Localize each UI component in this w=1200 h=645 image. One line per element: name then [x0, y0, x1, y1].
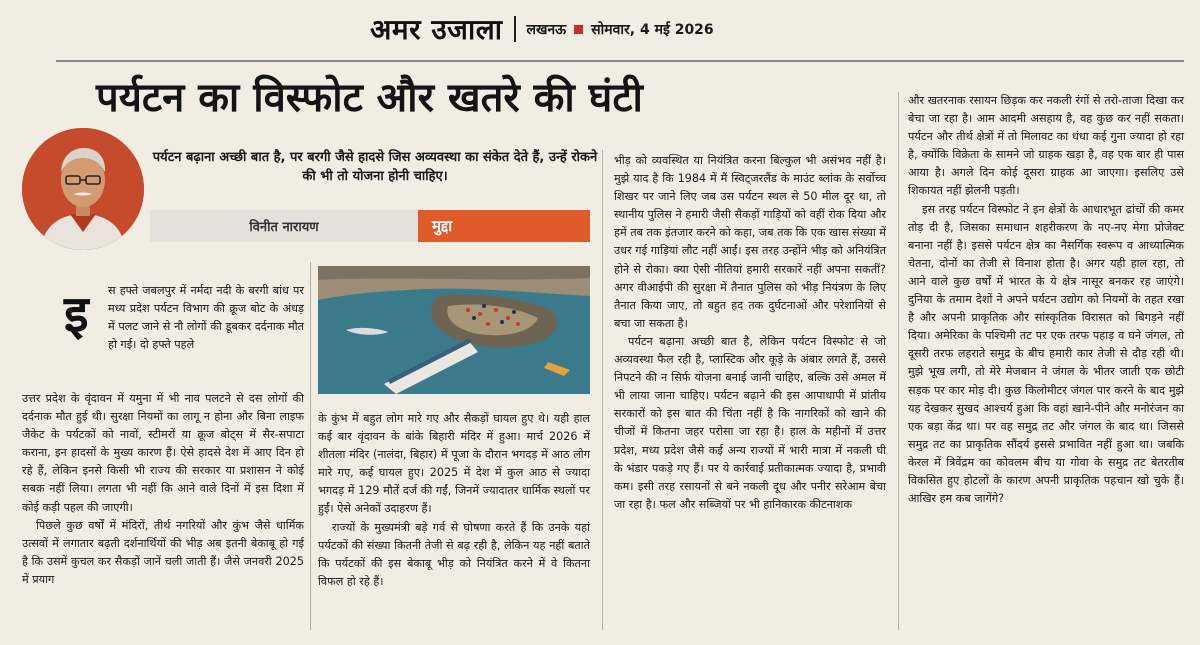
byline-bar	[150, 210, 590, 242]
paragraph: और खतरनाक रसायन छिड़क कर नकली रंगों से तरो-ताजा दिखा कर बेचा जा रहा है। आम आदमी असहाय है, वह कुछ कर नहीं सकता। पर्यटन और तीर्थ क्षेत्रों में तो मिलावट का धंधा कई गुना ज्यादा हो रहा है, क्योंकि विक्रेता के सामने जो ग्राहक खड़ा है, वह एक बार ही पास आया है। अगले दिन कोई दूसरा ग्राहक आ जाएगा। इसलिए उसे शिकायत नहीं झेलनी पड़ती।	[908, 94, 1184, 198]
masthead-divider	[514, 16, 516, 42]
paragraph: पर्यटन बढ़ाना अच्छी बात है, लेकिन पर्यटन विस्फोट से जो अव्यवस्था फैल रही है, प्लास्टिक और कूड़े के अंबार लगते हैं, उससे निपटने की न सिर्फ योजना बनाई जानी चाहिए, बल्कि उसे अमल में भी लाया जाना चाहिए। पर्यटन बढ़ाने की इस आपाधापी में प्रांतीय सरकारों को इस बात की चिंता नहीं है कि नागरिकों को खाने की चीजों में कितना जहर परोसा जा रहा है। हाल के महीनों में उत्तर प्रदेश, मध्य प्रदेश जैसे कई अन्य राज्यों में भारी मात्रा में नकली घी के भंडार पकड़े गए हैं। पर ये कार्रवाई प्रतीकात्मक ज्यादा है, प्रभावी कम। इसी तरह रसायनों से बने नकली दूध और पनीर सरेआम बेचा जा रहा है। फल और सब्जियों पर भी हानिकारक कीटनाशक	[614, 334, 886, 511]
accident-photo	[318, 266, 590, 394]
column-divider	[898, 92, 899, 630]
section-tag: मुद्दा	[418, 210, 590, 242]
masthead-logo: अमर उजाला	[370, 13, 503, 46]
paragraph: के कुंभ में बहुत लोग मारे गए और सैकड़ों घायल हुए थे। यही हाल कई बार वृंदावन के बांके बिहारी मंदिर में हुआ। मार्च 2026 में शीतला मंदिर (नालंदा, बिहार) में पूजा के दौरान भगदड़ में आठ लोग मारे गए, कई घायल हुए। 2025 में देश में कुल आठ से ज्यादा भगदड़ में 129 मौतें दर्ज की गईं, जिनमें ज्यादातर धार्मिक स्थलों पर हुईं। ऐसे अनेकों उदाहरण हैं।	[318, 412, 590, 516]
red-square-icon	[574, 25, 583, 34]
author-name: विनीत नारायण	[150, 210, 418, 242]
paragraph: इस तरह पर्यटन विस्फोट ने इन क्षेत्रों के आधारभूत ढांचों की कमर तोड़ दी है, जिसका समाधान शहरीकरण के नए-नए मेगा प्रोजेक्ट बनाना नहीं है। इससे पर्यटन क्षेत्र का नैसर्गिक स्वरूप व आध्यात्मिक चेतना, दोनों का तेजी से विनाश होता है। अगर यही हाल रहा, तो आने वाले कुछ वर्षों में भारत के ये क्षेत्र नासूर बनकर रह जाएंगे। दुनिया के तमाम देशों ने अपने पर्यटन उद्योग को नियमों के तहत रखा है और अपनी प्राकृतिक और सांस्कृतिक विरासत को बिगड़ने नहीं दिया। अमेरिका के पश्चिमी तट पर एक तरफ पहाड़ व घने जंगल, तो दूसरी तरफ लहराते समुद्र के बीच हमारी कार तेजी से दौड़ रही थी। मुझे भूख लगी, तो मेरे मेजबान ने जंगल के भीतर जाती एक छोटी सड़क पर कार मोड़ दी। कुछ किलोमीटर जंगल पार करने के बाद मुझे यह देखकर सुखद आश्चर्य हुआ कि वहां खाने-पीने और मनोरंजन का एक बड़ा केंद्र था। पर वह समुद्र तट और जंगल के बाद था। जिससे समुद्र तट का प्राकृतिक सौंदर्य इससे प्रभावित नहीं हुआ था। जबकि केरल में त्रिवेंद्रम का कोवलम बीच या गोवा के समुद्र तट बेतरतीब विकसित हुए होटलों के कारण अपनी प्राकृतिक पहचान खो चुके हैं। आखिर हम कब जागेंगे?	[908, 202, 1184, 506]
column-4	[908, 92, 1184, 508]
column-divider	[602, 150, 603, 630]
masthead-city: लखनऊ	[526, 21, 567, 38]
author-photo	[22, 128, 144, 250]
lead-paragraph: स हफ्ते जबलपुर में नर्मदा नदी के बरगी बांध पर मध्य प्रदेश पर्यटन विभाग की क्रूज बोट के अंधड़ में पलट जाने से नौ लोगों की डूबकर दर्दनाक मौत हो गई। दो हफ्ते पहले	[108, 284, 304, 352]
column-3	[614, 152, 886, 514]
header-rule	[56, 60, 1184, 62]
paragraph: पिछले कुछ वर्षों में मंदिरों, तीर्थ नगरियों और कुंभ जैसे धार्मिक उत्सवों में लगातार बढ़ती दर्शनार्थियों की भीड़ अब इतनी बेकाबू हो गई है कि उसमें कुचल कर सैकड़ों जानें चली जाती हैं। जैसे जनवरी 2025 में प्रयाग	[22, 518, 304, 586]
article-headline: पर्यटन का विस्फोट और खतरे की घंटी	[96, 74, 643, 121]
column-divider	[310, 262, 311, 630]
paragraph: उत्तर प्रदेश के वृंदावन में यमुना में भी नाव पलटने से दस लोगों की दर्दनाक मौत हुई थी। सुरक्षा नियमों का लागू न होना और बिना लाइफ जैकेट के पर्यटकों को नावों, स्टीमरों या क्रूज बोट्स में सैर-सपाटा कराना, इन हादसों के मुख्य कारण हैं। ऐसे हादसे देश में आए दिन हो रहे हैं, लेकिन इनसे किसी भी राज्य की सरकार या प्रशासन ने कोई सबक नहीं लिया। लगता भी नहीं कि आने वाले दिनों में इस दिशा में कोई कड़ी पहल की जाएगी।	[22, 392, 304, 514]
paragraph: राज्यों के मुख्यमंत्री बड़े गर्व से घोषणा करते हैं कि उनके यहां पर्यटकों की संख्या कितनी तेजी से बढ़ रही है, लेकिन यह नहीं बताते कि पर्यटकों की इस बेकाबू भीड़ को नियंत्रित करने में वे कितना विफल हो रहे हैं।	[318, 520, 590, 588]
column-1	[22, 390, 304, 589]
masthead-date: सोमवार, 4 मई 2026	[591, 21, 714, 38]
column-1-lead	[64, 282, 304, 354]
column-2	[318, 410, 590, 591]
paragraph: भीड़ को व्यवस्थित या नियंत्रित करना बिल्कुल भी असंभव नहीं है। मुझे याद है कि 1984 में मैं स्विट्जरलैंड के माउंट ब्लांक के सर्वोच्च शिखर पर जाने लिए जब उस पर्यटन स्थल से 50 मील दूर था, तो स्थानीय पुलिस ने हमारी जैसी सैकड़ों गाड़ियों को वहीं रोक दिया और हमें तब तक इंतजार करने को कहा, जब तक कि एक खास संख्या में उधर गई गाड़ियां लौट नहीं आईं। इस तरह उन्होंने भीड़ को अनियंत्रित होने से रोका। क्या ऐसी नीतियां हमारी सरकारें नहीं अपना सकतीं? अगर वीआईपी की सुरक्षा में तैनात पुलिस को भीड़ नियंत्रण के लिए तैनात किया जाए, तो बहुत हद तक दुर्घटनाओं और परेशानियों से बचा जा सकता है।	[614, 154, 886, 330]
masthead	[370, 10, 714, 48]
article-deck: पर्यटन बढ़ाना अच्छी बात है, पर बरगी जैसे हादसे जिस अव्यवस्था का संकेत देते हैं, उन्हें रोकने की भी तो योजना होनी चाहिए।	[152, 150, 598, 184]
drop-cap: इ	[64, 284, 89, 343]
